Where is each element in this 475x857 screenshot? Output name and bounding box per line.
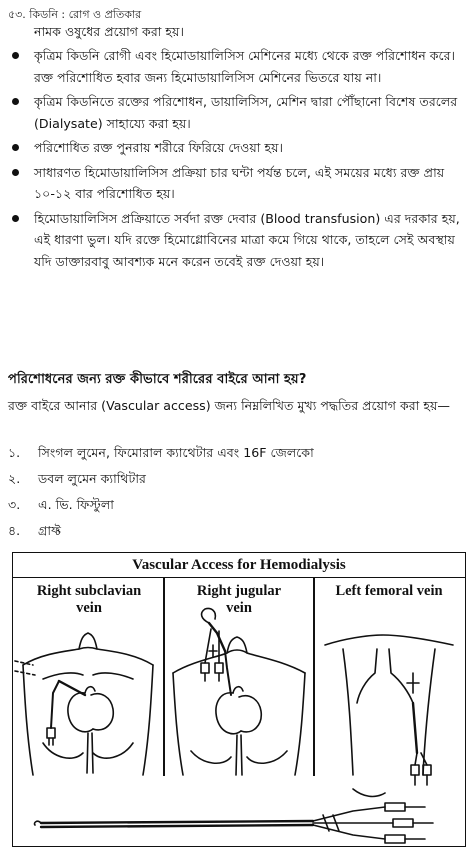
section-heading: পরিশোধনের জন্য রক্ত কীভাবে শরীরের বাইরে আনা হয়?: [8, 372, 307, 387]
jugular-torso-drawing: [173, 608, 305, 775]
method-item: ৩. এ. ভি. ফিস্টুলা: [8, 497, 114, 512]
figure-title: Vascular Access for Hemodialysis: [13, 553, 465, 578]
bullet-list: [8, 45, 469, 275]
bullet-item: কৃত্রিম কিডনি রোগী এবং হিমোডায়ালিসিস মেশিনের মধ্যে থেকে রক্ত পরিশোধন করে। রক্ত পরিশোধিত হবার জন্য হিমোডায়ালিসিস মেশিনের ভিতরে যায় না।: [8, 45, 469, 88]
femoral-body-drawing: [325, 635, 453, 796]
bullet-item: হিমোডায়ালিসিস প্রক্রিয়াতে সর্বদা রক্ত দেবার (Blood transfusion) এর দরকার হয়, এই ধারণা ভুল। যদি রক্তে হিমোগ্লোবিনের মাত্রা কমে গিয়ে থাকে, তাহলে সেই অবস্থায় যদি ডাক্তারবাবু আবশ্যক মনে করেন তবেই রক্ত দেওয়া হয়।: [8, 208, 469, 273]
bullet-icon: [12, 169, 19, 176]
bullet-icon: [12, 215, 19, 222]
continuation-line: নামক ওষুধের প্রয়োগ করা হয়।: [34, 24, 184, 39]
panel-label-jugular: Right jugular vein: [196, 583, 282, 616]
bullet-item: পরিশোধিত রক্ত পুনরায় শরীরে ফিরিয়ে দেওয়া হয়।: [8, 137, 469, 159]
method-item: ৪. গ্রাফ্ট: [8, 523, 62, 538]
figure-illustration: [13, 553, 465, 846]
vascular-access-figure: [12, 552, 466, 847]
bullet-icon: [12, 98, 19, 105]
methods-list: [8, 440, 314, 544]
bullet-item: সাধারণত হিমোডায়ালিসিস প্রক্রিয়া চার ঘন্টা পর্যন্ত চলে, এই সময়ের মধ্যে রক্ত প্রায় ১০-১২ বার পরিশোধিত হয়।: [8, 162, 469, 205]
intro-paragraph: রক্ত বাইরে আনার (Vascular access) জন্য নিম্নলিখিত মুখ্য পদ্ধতির প্রয়োগ করা হয়—: [8, 398, 450, 413]
subclavian-torso-drawing: [15, 633, 153, 775]
bullet-icon: [12, 52, 19, 59]
catheter-drawing: [34, 803, 433, 843]
method-item: ১. সিংগল লুমেন, ফিমোরাল ক্যাথেটার এবং 16F জেলকো: [8, 445, 314, 460]
bullet-icon: [12, 144, 19, 151]
method-item: ২. ডবল লুমেন ক্যাথিটার: [8, 471, 146, 486]
bullet-item: কৃত্রিম কিডনিতে রক্তের পরিশোধন, ডায়ালিসিস, মেশিন দ্বারা পৌঁছানো বিশেষ তরলের (Dialysate) সাহায্যে করা হয়।: [8, 91, 469, 134]
panel-label-subclavian: Right subclavian vein: [36, 583, 142, 616]
panel-label-femoral: Left femoral vein: [335, 583, 443, 599]
running-head: ৫৩. কিডনি : রোগ ও প্রতিকার: [8, 8, 142, 21]
